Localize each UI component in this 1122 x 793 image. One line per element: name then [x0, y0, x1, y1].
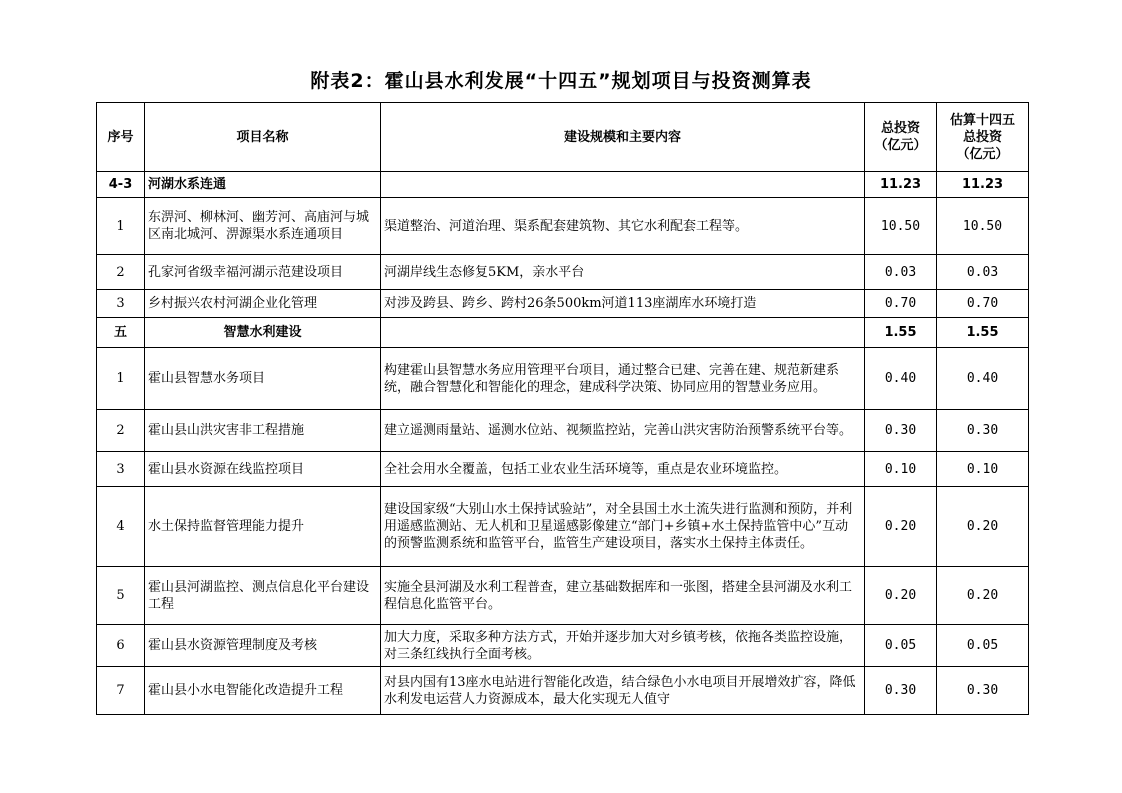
- row-total: 0.30: [865, 410, 937, 452]
- row-seq: 五: [97, 318, 145, 348]
- row-est: 1.55: [937, 318, 1029, 348]
- row-est: 0.40: [937, 348, 1029, 410]
- row-content: 对涉及跨县、跨乡、跨村26条500km河道113座湖库水环境打造: [381, 290, 865, 318]
- table-row: [97, 198, 1029, 255]
- table-row: [97, 348, 1029, 410]
- row-total: 0.20: [865, 487, 937, 567]
- row-est: 0.05: [937, 625, 1029, 667]
- row-name: 霍山县水资源在线监控项目: [145, 452, 381, 487]
- header-content: 建设规模和主要内容: [381, 103, 865, 172]
- row-name: 河湖水系连通: [145, 172, 381, 198]
- row-name: 霍山县河湖监控、测点信息化平台建设工程: [145, 567, 381, 625]
- section-row: [97, 318, 1029, 348]
- row-total: 0.10: [865, 452, 937, 487]
- row-name: 霍山县小水电智能化改造提升工程: [145, 667, 381, 715]
- row-est: 0.70: [937, 290, 1029, 318]
- row-content: 对县内国有13座水电站进行智能化改造，结合绿色小水电项目开展增效扩容，降低水利发电运营人力资源成本，最大化实现无人值守: [381, 667, 865, 715]
- row-est: 0.30: [937, 667, 1029, 715]
- row-content: 河湖岸线生态修复5KM，亲水平台: [381, 255, 865, 290]
- row-content: 建立遥测雨量站、遥测水位站、视频监控站，完善山洪灾害防治预警系统平台等。: [381, 410, 865, 452]
- row-seq: 2: [97, 255, 145, 290]
- row-total: 0.03: [865, 255, 937, 290]
- row-seq: 3: [97, 452, 145, 487]
- row-content: 渠道整治、河道治理、渠系配套建筑物、其它水利配套工程等。: [381, 198, 865, 255]
- row-seq: 3: [97, 290, 145, 318]
- section-row: [97, 172, 1029, 198]
- table-row: [97, 567, 1029, 625]
- table-row: [97, 452, 1029, 487]
- row-content: 全社会用水全覆盖，包括工业农业生活环境等，重点是农业环境监控。: [381, 452, 865, 487]
- row-est: 11.23: [937, 172, 1029, 198]
- row-seq: 1: [97, 348, 145, 410]
- header-total: 总投资 （亿元）: [865, 103, 937, 172]
- row-total: 0.05: [865, 625, 937, 667]
- row-seq: 6: [97, 625, 145, 667]
- table-row: [97, 290, 1029, 318]
- table-row: [97, 487, 1029, 567]
- row-name: 霍山县水资源管理制度及考核: [145, 625, 381, 667]
- row-seq: 4-3: [97, 172, 145, 198]
- row-name: 智慧水利建设: [145, 318, 381, 348]
- row-seq: 5: [97, 567, 145, 625]
- row-est: 0.03: [937, 255, 1029, 290]
- row-total: 11.23: [865, 172, 937, 198]
- row-content: [381, 172, 865, 198]
- row-name: 乡村振兴农村河湖企业化管理: [145, 290, 381, 318]
- row-total: 1.55: [865, 318, 937, 348]
- table-row: [97, 410, 1029, 452]
- row-seq: 4: [97, 487, 145, 567]
- row-est: 0.20: [937, 487, 1029, 567]
- row-total: 0.70: [865, 290, 937, 318]
- table-row: [97, 625, 1029, 667]
- row-total: 0.30: [865, 667, 937, 715]
- row-est: 0.30: [937, 410, 1029, 452]
- row-est: 0.20: [937, 567, 1029, 625]
- page-title: 附表2：霍山县水利发展“十四五”规划项目与投资测算表: [310, 70, 812, 92]
- row-seq: 1: [97, 198, 145, 255]
- row-content: 建设国家级“大别山水土保持试验站”，对全县国土水土流失进行监测和预防，并利用遥感监测站、无人机和卫星遥感影像建立“部门+乡镇+水土保持监管中心”互动的预警监测系统和监管平台，监管生产建设项目，落实水土保持主体责任。: [381, 487, 865, 567]
- row-content: 加大力度，采取多种方法方式，开始并逐步加大对乡镇考核，依拖各类监控设施，对三条红线执行全面考核。: [381, 625, 865, 667]
- row-est: 0.10: [937, 452, 1029, 487]
- project-table: [96, 102, 1029, 715]
- row-content: [381, 318, 865, 348]
- row-content: 实施全县河湖及水利工程普查，建立基础数据库和一张图，搭建全县河湖及水利工程信息化监管平台。: [381, 567, 865, 625]
- table-row: [97, 667, 1029, 715]
- header-est: 估算十四五 总投资 （亿元）: [937, 103, 1029, 172]
- table-row: [97, 255, 1029, 290]
- header-seq: 序号: [97, 103, 145, 172]
- row-name: 霍山县山洪灾害非工程措施: [145, 410, 381, 452]
- row-seq: 2: [97, 410, 145, 452]
- row-name: 孔家河省级幸福河湖示范建设项目: [145, 255, 381, 290]
- row-total: 0.20: [865, 567, 937, 625]
- table-header-row: [97, 103, 1029, 172]
- row-est: 10.50: [937, 198, 1029, 255]
- row-name: 霍山县智慧水务项目: [145, 348, 381, 410]
- row-name: 东淠河、柳林河、幽芳河、高庙河与城区南北城河、淠源渠水系连通项目: [145, 198, 381, 255]
- row-content: 构建霍山县智慧水务应用管理平台项目，通过整合已建、完善在建、规范新建系统，融合智慧化和智能化的理念，建成科学决策、协同应用的智慧业务应用。: [381, 348, 865, 410]
- row-total: 0.40: [865, 348, 937, 410]
- row-name: 水土保持监督管理能力提升: [145, 487, 381, 567]
- row-seq: 7: [97, 667, 145, 715]
- row-total: 10.50: [865, 198, 937, 255]
- header-name: 项目名称: [145, 103, 381, 172]
